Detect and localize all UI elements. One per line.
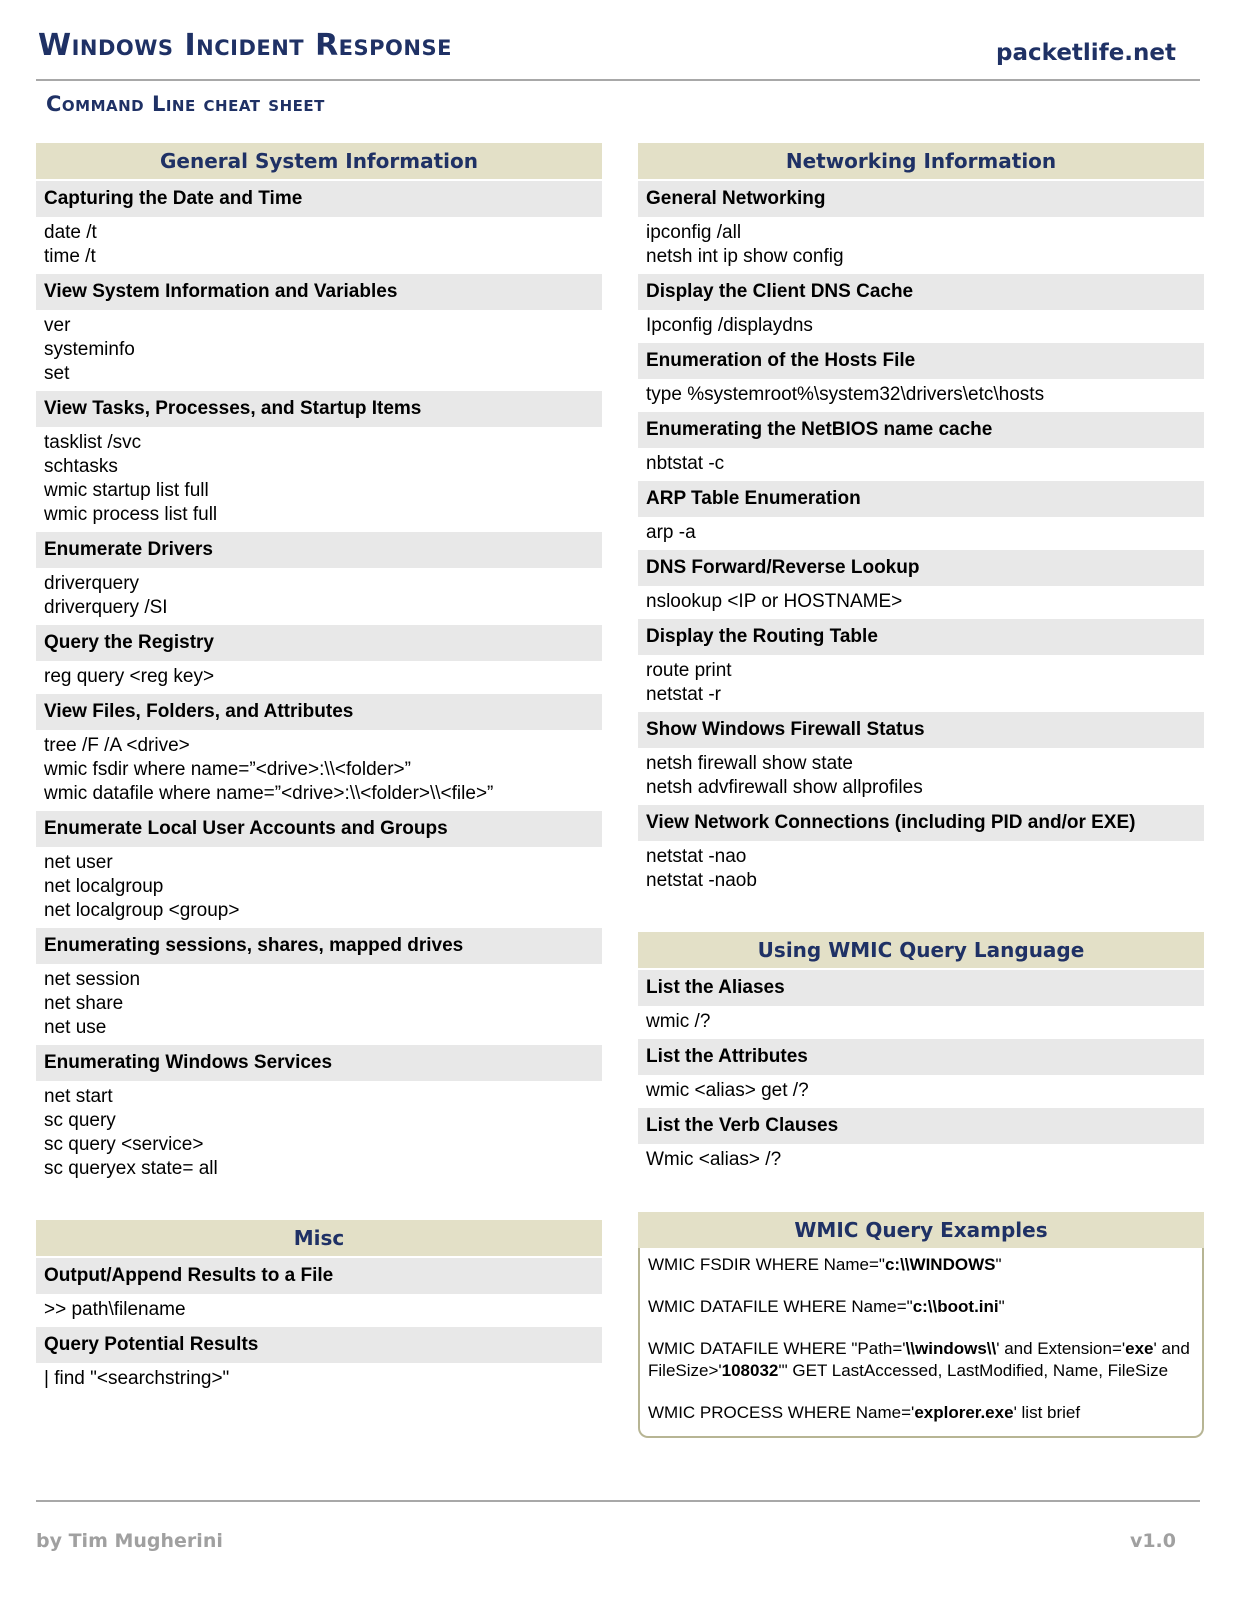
header-divider <box>36 79 1200 81</box>
subsection-title: List the Attributes <box>638 1039 1204 1075</box>
query-text: '" GET LastAccessed, LastModified, Name, FileSize <box>778 1361 1169 1380</box>
subsection-title: Enumerate Local User Accounts and Groups <box>36 811 602 847</box>
section-title: Using WMIC Query Language <box>638 932 1204 968</box>
subsection-title: View Tasks, Processes, and Startup Items <box>36 391 602 427</box>
subsection-title: Query the Registry <box>36 625 602 661</box>
command-line: net user <box>44 852 113 873</box>
command-list <box>36 217 602 272</box>
command-list <box>638 748 1204 803</box>
left-column <box>36 143 602 1394</box>
command-line: wmic startup list full <box>44 480 209 501</box>
section-title: WMIC Query Examples <box>638 1212 1204 1248</box>
wmic-examples-section <box>638 1212 1204 1438</box>
command-line: netsh firewall show state <box>646 753 853 774</box>
command-list <box>638 310 1204 341</box>
command-line: date /t <box>44 222 97 243</box>
command-line: Wmic <alias> /? <box>646 1149 782 1170</box>
command-list <box>36 568 602 623</box>
command-line: reg query <reg key> <box>44 666 215 687</box>
command-line: netstat -r <box>646 684 721 705</box>
subsection-title: Display the Routing Table <box>638 619 1204 655</box>
command-line: nbtstat -c <box>646 453 725 474</box>
command-line: tree /F /A <drive> <box>44 735 190 756</box>
query-value: exe <box>1125 1339 1154 1358</box>
command-line: set <box>44 363 70 384</box>
example-query <box>648 1296 1194 1318</box>
command-line: | find "<searchstring>" <box>44 1368 230 1389</box>
command-line: sc query <service> <box>44 1134 204 1155</box>
command-line: ver <box>44 315 71 336</box>
section-general-system-information <box>36 143 602 1184</box>
query-value: c:\\WINDOWS <box>884 1255 996 1274</box>
subsection-title: Enumerating the NetBIOS name cache <box>638 412 1204 448</box>
command-list <box>36 847 602 926</box>
command-list <box>638 1144 1204 1175</box>
examples-box <box>638 1248 1204 1438</box>
subsection-title: View System Information and Variables <box>36 274 602 310</box>
query-text: WMIC DATAFILE WHERE "Path=' <box>648 1339 906 1358</box>
command-line: wmic process list full <box>44 504 218 525</box>
subsection-title: General Networking <box>638 181 1204 217</box>
subsection-title: Enumerate Drivers <box>36 532 602 568</box>
example-query <box>648 1254 1194 1276</box>
subsection-title: View Files, Folders, and Attributes <box>36 694 602 730</box>
command-line: >> path\filename <box>44 1299 186 1320</box>
query-text: " <box>995 1255 1002 1274</box>
page-subtitle: Command Line cheat sheet <box>46 92 325 116</box>
command-line: net use <box>44 1017 107 1038</box>
command-line: netstat -naob <box>646 870 757 891</box>
command-line: netstat -nao <box>646 846 747 867</box>
command-line: arp -a <box>646 522 696 543</box>
command-line: route print <box>646 660 732 681</box>
query-text: ' and Extension=' <box>996 1339 1126 1358</box>
section-misc <box>36 1220 602 1394</box>
query-text: " <box>998 1297 1005 1316</box>
section-networking-information <box>638 143 1204 896</box>
example-query <box>648 1402 1194 1424</box>
subsection-title: List the Verb Clauses <box>638 1108 1204 1144</box>
right-column <box>638 143 1204 1175</box>
command-list <box>36 1363 602 1394</box>
command-list <box>36 661 602 692</box>
command-line: sc queryex state= all <box>44 1158 218 1179</box>
subsection-title: Show Windows Firewall Status <box>638 712 1204 748</box>
command-list <box>638 841 1204 896</box>
subsection-title: DNS Forward/Reverse Lookup <box>638 550 1204 586</box>
command-list <box>36 427 602 530</box>
query-text: ' list brief <box>1013 1403 1081 1422</box>
subsection-title: Query Potential Results <box>36 1327 602 1363</box>
command-line: net localgroup <box>44 876 164 897</box>
query-value: c:\\boot.ini <box>912 1297 999 1316</box>
subsection-title: Capturing the Date and Time <box>36 181 602 217</box>
command-list <box>36 310 602 389</box>
subsection-title: Enumerating sessions, shares, mapped drives <box>36 928 602 964</box>
subsection-title: List the Aliases <box>638 970 1204 1006</box>
command-list <box>638 586 1204 617</box>
command-line: nslookup <IP or HOSTNAME> <box>646 591 903 612</box>
command-line: systeminfo <box>44 339 135 360</box>
command-list <box>638 655 1204 710</box>
command-line: type %systemroot%\system32\drivers\etc\hosts <box>646 384 1045 405</box>
query-value: explorer.exe <box>914 1403 1014 1422</box>
command-line: wmic <alias> get /? <box>646 1080 809 1101</box>
command-line: net localgroup <group> <box>44 900 240 921</box>
query-text: WMIC PROCESS WHERE Name=' <box>648 1403 915 1422</box>
command-line: net session <box>44 969 141 990</box>
command-list <box>638 1006 1204 1037</box>
command-list <box>638 517 1204 548</box>
footer-version: v1.0 <box>1129 1530 1176 1552</box>
command-line: Ipconfig /displaydns <box>646 315 813 336</box>
site-name[interactable]: packetlife.net <box>996 40 1176 66</box>
footer-author: by Tim Mugherini <box>36 1530 223 1552</box>
command-line: net share <box>44 993 124 1014</box>
command-line: tasklist /svc <box>44 432 142 453</box>
subsection-title: Display the Client DNS Cache <box>638 274 1204 310</box>
command-list <box>36 964 602 1043</box>
command-line: wmic /? <box>646 1011 711 1032</box>
query-text: ' and FileSize>' <box>648 1339 1190 1380</box>
subsection-title: ARP Table Enumeration <box>638 481 1204 517</box>
command-list <box>638 217 1204 272</box>
command-line: net start <box>44 1086 113 1107</box>
example-query <box>648 1338 1194 1382</box>
query-text: WMIC DATAFILE WHERE Name=" <box>648 1297 913 1316</box>
command-list <box>36 1081 602 1184</box>
command-list <box>638 448 1204 479</box>
footer-divider <box>36 1500 1200 1502</box>
command-line: wmic fsdir where name=”<drive>:\\<folder>” <box>44 759 411 780</box>
command-list <box>638 1075 1204 1106</box>
section-title: Networking Information <box>638 143 1204 179</box>
command-line: wmic datafile where name=”<drive>:\\<folder>\\<file>” <box>44 783 494 804</box>
section-title: General System Information <box>36 143 602 179</box>
page-title: Windows Incident Response <box>38 28 452 63</box>
command-line: netsh advfirewall show allprofiles <box>646 777 923 798</box>
subsection-title: Output/Append Results to a File <box>36 1258 602 1294</box>
subsection-title: View Network Connections (including PID and/or EXE) <box>638 805 1204 841</box>
command-line: driverquery <box>44 573 140 594</box>
command-line: schtasks <box>44 456 118 477</box>
query-value: \\windows\\ <box>905 1339 997 1358</box>
command-line: driverquery /SI <box>44 597 168 618</box>
subsection-title: Enumerating Windows Services <box>36 1045 602 1081</box>
query-value: 108032 <box>721 1361 779 1380</box>
command-line: time /t <box>44 246 96 267</box>
subsection-title: Enumeration of the Hosts File <box>638 343 1204 379</box>
section-using-wmic-query-language <box>638 932 1204 1175</box>
command-line: netsh int ip show config <box>646 246 844 267</box>
command-line: sc query <box>44 1110 116 1131</box>
command-line: ipconfig /all <box>646 222 742 243</box>
query-text: WMIC FSDIR WHERE Name=" <box>648 1255 885 1274</box>
command-list <box>36 730 602 809</box>
command-list <box>36 1294 602 1325</box>
command-list <box>638 379 1204 410</box>
section-title: Misc <box>36 1220 602 1256</box>
